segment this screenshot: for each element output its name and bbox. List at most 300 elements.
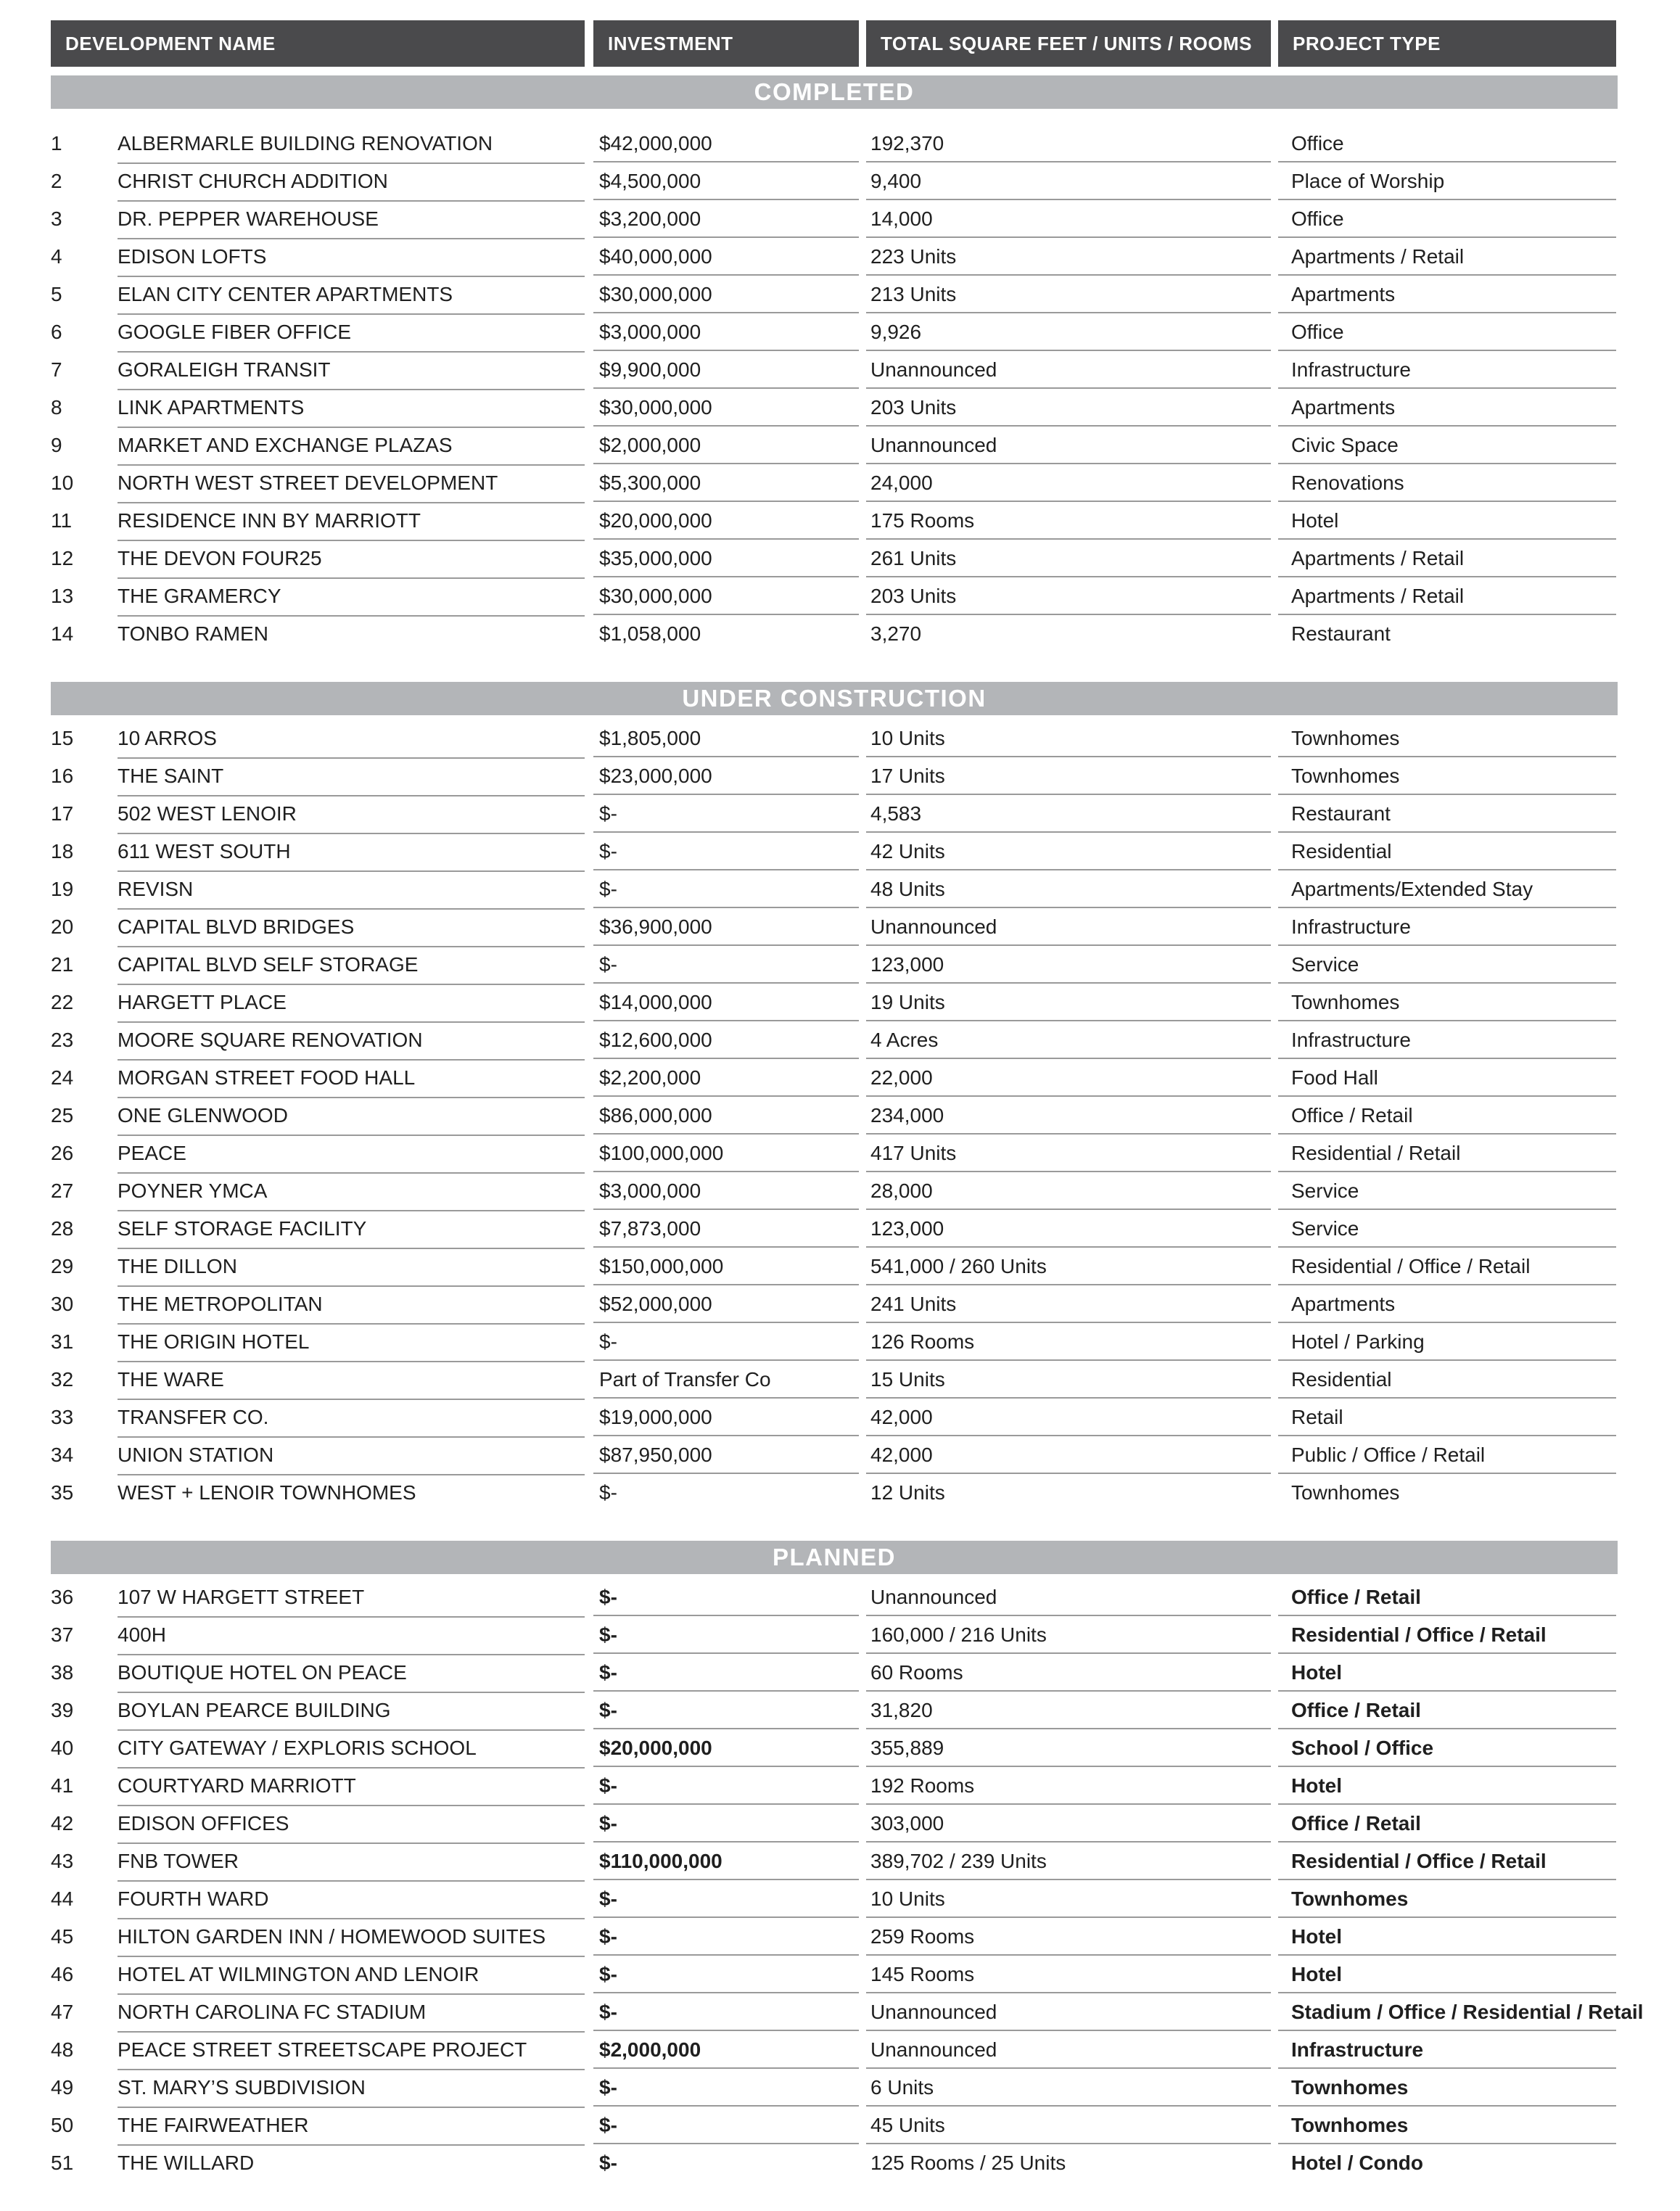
table-row — [51, 162, 1618, 200]
size-value: 19 Units — [866, 984, 1271, 1021]
investment-value: $150,000,000 — [593, 1248, 859, 1285]
investment-value: $- — [593, 1956, 859, 1993]
project-type: Residential / Retail — [1278, 1135, 1616, 1172]
investment-value: $- — [593, 870, 859, 908]
size-value: 6 Units — [866, 2069, 1271, 2107]
row-number: 23 — [51, 1029, 74, 1051]
table-row — [51, 833, 1618, 870]
project-type: Townhomes — [1278, 2069, 1616, 2107]
row-number: 22 — [51, 991, 74, 1013]
project-type: Townhomes — [1278, 720, 1616, 757]
table-row — [51, 2144, 1618, 2182]
development-name: THE DEVON FOUR25 — [118, 540, 585, 579]
table-row — [51, 1918, 1618, 1956]
row-number: 26 — [51, 1142, 74, 1164]
project-type: Office / Retail — [1278, 1805, 1616, 1842]
project-type: Apartments / Retail — [1278, 540, 1616, 577]
row-number: 33 — [51, 1406, 74, 1428]
project-type: Service — [1278, 1172, 1616, 1210]
development-name: HARGETT PLACE — [118, 984, 585, 1023]
table-row — [51, 1361, 1618, 1399]
project-type: Hotel — [1278, 1654, 1616, 1692]
row-number: 18 — [51, 840, 74, 862]
size-value: 28,000 — [866, 1172, 1271, 1210]
project-type: Renovations — [1278, 464, 1616, 502]
table-row — [51, 1135, 1618, 1172]
row-number: 37 — [51, 1623, 74, 1646]
development-name: MORGAN STREET FOOD HALL — [118, 1059, 585, 1098]
row-number: 27 — [51, 1179, 74, 1202]
project-type: Food Hall — [1278, 1059, 1616, 1097]
size-value: 355,889 — [866, 1729, 1271, 1767]
size-value: 17 Units — [866, 757, 1271, 795]
investment-value: $1,805,000 — [593, 720, 859, 757]
size-value: Unannounced — [866, 1993, 1271, 2031]
table-row — [51, 276, 1618, 313]
size-value: 126 Rooms — [866, 1323, 1271, 1361]
investment-value: $42,000,000 — [593, 125, 859, 162]
size-value: 9,400 — [866, 162, 1271, 200]
project-type: Apartments — [1278, 389, 1616, 427]
size-value: 417 Units — [866, 1135, 1271, 1172]
row-number: 47 — [51, 2001, 74, 2023]
table-row — [51, 1993, 1644, 2031]
investment-value: $2,200,000 — [593, 1059, 859, 1097]
row-number: 41 — [51, 1774, 74, 1797]
investment-value: $5,300,000 — [593, 464, 859, 502]
investment-value: $52,000,000 — [593, 1285, 859, 1323]
investment-value: $- — [593, 1323, 859, 1361]
table-row — [51, 908, 1618, 946]
size-value: 192,370 — [866, 125, 1271, 162]
development-name: ELAN CITY CENTER APARTMENTS — [118, 276, 585, 315]
investment-value: $- — [593, 1767, 859, 1805]
development-name: SELF STORAGE FACILITY — [118, 1210, 585, 1249]
project-type: Residential — [1278, 833, 1616, 870]
development-name: 611 WEST SOUTH — [118, 833, 585, 872]
investment-value: $- — [599, 1481, 617, 1504]
size-value: 389,702 / 239 Units — [866, 1842, 1271, 1880]
section-title: PLANNED — [51, 1541, 1618, 1574]
development-name: 502 WEST LENOIR — [118, 795, 585, 834]
project-type: Service — [1278, 946, 1616, 984]
size-value: 125 Rooms / 25 Units — [870, 2152, 1066, 2174]
section-planned — [51, 1512, 1644, 2182]
size-value: Unannounced — [866, 1578, 1271, 1616]
size-value: 60 Rooms — [866, 1654, 1271, 1692]
section-spacer — [51, 67, 1618, 75]
table-row — [51, 1880, 1618, 1918]
development-name: PEACE STREET STREETSCAPE PROJECT — [118, 2031, 585, 2070]
project-type: Hotel — [1278, 1918, 1616, 1956]
project-type: Apartments — [1278, 276, 1616, 313]
size-value: 303,000 — [866, 1805, 1271, 1842]
row-number: 30 — [51, 1293, 74, 1315]
row-number: 8 — [51, 396, 62, 419]
table-row — [51, 1842, 1618, 1880]
development-name: THE METROPOLITAN — [118, 1285, 585, 1325]
size-value: 541,000 / 260 Units — [866, 1248, 1271, 1285]
size-value: 234,000 — [866, 1097, 1271, 1135]
table-row — [51, 502, 1618, 540]
project-type: Infrastructure — [1278, 1021, 1616, 1059]
size-value: 145 Rooms — [866, 1956, 1271, 1993]
table-row — [51, 870, 1618, 908]
development-name: MOORE SQUARE RENOVATION — [118, 1021, 585, 1061]
table-row — [51, 540, 1618, 577]
investment-value: $- — [599, 2152, 617, 2174]
development-name: THE SAINT — [118, 757, 585, 796]
project-type: Restaurant — [1291, 622, 1391, 645]
investment-value: $4,500,000 — [593, 162, 859, 200]
row-number: 19 — [51, 878, 74, 900]
table-row — [51, 1729, 1618, 1767]
size-value: 4 Acres — [866, 1021, 1271, 1059]
row-number: 43 — [51, 1850, 74, 1872]
investment-value: $1,058,000 — [599, 622, 701, 645]
row-number: 10 — [51, 472, 74, 494]
band-spacer — [51, 109, 1618, 125]
table-row — [51, 1578, 1618, 1616]
investment-value: $- — [593, 1578, 859, 1616]
development-name: COURTYARD MARRIOTT — [118, 1767, 585, 1806]
table-row — [51, 1956, 1618, 1993]
development-name: CHRIST CHURCH ADDITION — [118, 162, 585, 202]
size-value: 42,000 — [866, 1436, 1271, 1474]
development-name: THE DILLON — [118, 1248, 585, 1287]
row-number: 29 — [51, 1255, 74, 1277]
project-type: Townhomes — [1291, 1481, 1400, 1504]
development-name: WEST + LENOIR TOWNHOMES — [118, 1481, 416, 1504]
row-number: 21 — [51, 953, 74, 976]
project-type: Hotel — [1278, 1767, 1616, 1805]
investment-value: $20,000,000 — [593, 502, 859, 540]
project-type: Apartments — [1278, 1285, 1616, 1323]
project-type: Place of Worship — [1278, 162, 1616, 200]
row-number: 31 — [51, 1330, 74, 1353]
project-type: Hotel — [1278, 1956, 1616, 1993]
table-row — [51, 1172, 1618, 1210]
table-row — [51, 351, 1618, 389]
investment-value: $- — [593, 1616, 859, 1654]
row-number: 35 — [51, 1481, 74, 1504]
size-value: 48 Units — [866, 870, 1271, 908]
project-type: Stadium / Office / Residential / Retail — [1278, 1993, 1616, 2031]
project-type: Office / Retail — [1278, 1097, 1616, 1135]
table-row — [51, 313, 1618, 351]
size-value: 9,926 — [866, 313, 1271, 351]
section-title: UNDER CONSTRUCTION — [51, 682, 1618, 715]
development-name: ONE GLENWOOD — [118, 1097, 585, 1136]
header-development-name: DEVELOPMENT NAME — [51, 20, 585, 67]
table-row — [51, 464, 1618, 502]
investment-value: $- — [593, 2107, 859, 2144]
development-name: REVISN — [118, 870, 585, 910]
investment-value: $20,000,000 — [593, 1729, 859, 1767]
development-name: THE ORIGIN HOTEL — [118, 1323, 585, 1362]
size-value: 12 Units — [870, 1481, 945, 1504]
table-row — [51, 389, 1618, 427]
investment-value: $- — [593, 1692, 859, 1729]
table-row — [51, 238, 1618, 276]
development-name: EDISON OFFICES — [118, 1805, 585, 1844]
investment-value: $2,000,000 — [593, 2031, 859, 2069]
size-value: 10 Units — [866, 1880, 1271, 1918]
investment-value: $14,000,000 — [593, 984, 859, 1021]
table-row — [51, 1059, 1618, 1097]
size-value: 203 Units — [866, 389, 1271, 427]
row-number: 32 — [51, 1368, 74, 1391]
investment-value: $2,000,000 — [593, 427, 859, 464]
investment-value: $12,600,000 — [593, 1021, 859, 1059]
row-number: 39 — [51, 1699, 74, 1721]
investment-value: Part of Transfer Co — [593, 1361, 859, 1399]
row-number: 11 — [51, 509, 73, 532]
size-value: 241 Units — [866, 1285, 1271, 1323]
row-number: 9 — [51, 434, 62, 456]
project-type: Restaurant — [1278, 795, 1616, 833]
row-number: 38 — [51, 1661, 74, 1684]
project-type: Retail — [1278, 1399, 1616, 1436]
project-type: Residential / Office / Retail — [1278, 1616, 1616, 1654]
size-value: Unannounced — [866, 351, 1271, 389]
section-spacer — [51, 1512, 1618, 1541]
header-investment: INVESTMENT — [593, 20, 859, 67]
investment-value: $30,000,000 — [593, 577, 859, 615]
table-header — [51, 20, 1618, 67]
investment-value: $30,000,000 — [593, 276, 859, 313]
table-row — [51, 795, 1618, 833]
project-type: Infrastructure — [1278, 2031, 1616, 2069]
development-name: CITY GATEWAY / EXPLORIS SCHOOL — [118, 1729, 585, 1769]
row-number: 24 — [51, 1066, 74, 1089]
development-name: RESIDENCE INN BY MARRIOTT — [118, 502, 585, 541]
row-number: 25 — [51, 1104, 74, 1127]
table-row — [51, 200, 1618, 238]
size-value: 42,000 — [866, 1399, 1271, 1436]
development-name: NORTH WEST STREET DEVELOPMENT — [118, 464, 585, 503]
row-number: 14 — [51, 622, 74, 645]
investment-value: $3,000,000 — [593, 1172, 859, 1210]
investment-value: $- — [593, 1993, 859, 2031]
project-type: Hotel — [1278, 502, 1616, 540]
project-type: Apartments / Retail — [1278, 577, 1616, 615]
row-number: 45 — [51, 1925, 74, 1948]
row-number: 13 — [51, 585, 74, 607]
development-name: DR. PEPPER WAREHOUSE — [118, 200, 585, 239]
row-number: 15 — [51, 727, 74, 749]
project-type: Infrastructure — [1278, 908, 1616, 946]
size-value: 123,000 — [866, 1210, 1271, 1248]
size-value: 31,820 — [866, 1692, 1271, 1729]
table-row — [51, 125, 1618, 162]
row-number: 49 — [51, 2076, 74, 2099]
development-name: CAPITAL BLVD BRIDGES — [118, 908, 585, 947]
project-type: Office — [1278, 200, 1616, 238]
size-value: 259 Rooms — [866, 1918, 1271, 1956]
table-row — [51, 2107, 1618, 2144]
size-value: 22,000 — [866, 1059, 1271, 1097]
size-value: 45 Units — [866, 2107, 1271, 2144]
table-row — [51, 1248, 1618, 1285]
project-type: Apartments / Retail — [1278, 238, 1616, 276]
investment-value: $- — [593, 1880, 859, 1918]
development-name: POYNER YMCA — [118, 1172, 585, 1211]
development-name: EDISON LOFTS — [118, 238, 585, 277]
development-name: UNION STATION — [118, 1436, 585, 1475]
size-value: 203 Units — [866, 577, 1271, 615]
development-name: CAPITAL BLVD SELF STORAGE — [118, 946, 585, 985]
row-number: 28 — [51, 1217, 74, 1240]
section-under-construction — [51, 653, 1618, 1512]
investment-value: $30,000,000 — [593, 389, 859, 427]
row-number: 20 — [51, 915, 74, 938]
size-value: 3,270 — [870, 622, 922, 645]
size-value: 160,000 / 216 Units — [866, 1616, 1271, 1654]
table-row — [51, 1323, 1618, 1361]
investment-value: $23,000,000 — [593, 757, 859, 795]
investment-value: $35,000,000 — [593, 540, 859, 577]
development-name: ST. MARY’S SUBDIVISION — [118, 2069, 585, 2108]
size-value: Unannounced — [866, 427, 1271, 464]
investment-value: $87,950,000 — [593, 1436, 859, 1474]
development-name: HILTON GARDEN INN / HOMEWOOD SUITES — [118, 1918, 585, 1957]
header-project-type: PROJECT TYPE — [1278, 20, 1616, 67]
table-row — [51, 720, 1618, 757]
row-number: 50 — [51, 2114, 74, 2136]
project-type: Townhomes — [1278, 2107, 1616, 2144]
table-row — [51, 1767, 1618, 1805]
row-number: 36 — [51, 1586, 74, 1608]
development-name: NORTH CAROLINA FC STADIUM — [118, 1993, 585, 2033]
investment-value: $36,900,000 — [593, 908, 859, 946]
development-name: MARKET AND EXCHANGE PLAZAS — [118, 427, 585, 466]
project-type: Office / Retail — [1278, 1692, 1616, 1729]
row-number: 3 — [51, 207, 62, 230]
table-row — [51, 577, 1618, 615]
row-number: 16 — [51, 765, 74, 787]
size-value: Unannounced — [866, 908, 1271, 946]
size-value: 14,000 — [866, 200, 1271, 238]
size-value: 10 Units — [866, 720, 1271, 757]
investment-value: $7,873,000 — [593, 1210, 859, 1248]
investment-value: $9,900,000 — [593, 351, 859, 389]
table-row — [51, 2031, 1618, 2069]
investment-value: $19,000,000 — [593, 1399, 859, 1436]
development-name: FOURTH WARD — [118, 1880, 585, 1919]
row-number: 46 — [51, 1963, 74, 1985]
project-type: Infrastructure — [1278, 351, 1616, 389]
size-value: 15 Units — [866, 1361, 1271, 1399]
project-type: Residential / Office / Retail — [1278, 1842, 1616, 1880]
section-completed — [51, 67, 1618, 653]
size-value: 192 Rooms — [866, 1767, 1271, 1805]
table-row — [51, 2069, 1618, 2107]
row-number: 2 — [51, 170, 62, 192]
investment-value: $- — [593, 1918, 859, 1956]
project-type: Hotel / Parking — [1278, 1323, 1616, 1361]
development-name: BOUTIQUE HOTEL ON PEACE — [118, 1654, 585, 1693]
table-row — [51, 1654, 1618, 1692]
row-number: 5 — [51, 283, 62, 305]
development-name: FNB TOWER — [118, 1842, 585, 1882]
table-row — [51, 615, 1618, 653]
row-number: 1 — [51, 132, 62, 155]
row-number: 42 — [51, 1812, 74, 1835]
section-title: COMPLETED — [51, 75, 1618, 109]
row-number: 4 — [51, 245, 62, 268]
size-value: Unannounced — [866, 2031, 1271, 2069]
table-row — [51, 946, 1618, 984]
table-row — [51, 1399, 1618, 1436]
development-name: LINK APARTMENTS — [118, 389, 585, 428]
investment-value: $100,000,000 — [593, 1135, 859, 1172]
project-type: Civic Space — [1278, 427, 1616, 464]
investment-value: $3,000,000 — [593, 313, 859, 351]
investment-value: $110,000,000 — [593, 1842, 859, 1880]
section-spacer — [51, 653, 1618, 682]
investment-value: $- — [593, 946, 859, 984]
row-number: 34 — [51, 1444, 74, 1466]
row-number: 40 — [51, 1737, 74, 1759]
table-row — [51, 1021, 1618, 1059]
table-row — [51, 1097, 1618, 1135]
development-name: GOOGLE FIBER OFFICE — [118, 313, 585, 353]
table-row — [51, 1210, 1618, 1248]
size-value: 42 Units — [866, 833, 1271, 870]
investment-value: $- — [593, 795, 859, 833]
project-type: Townhomes — [1278, 1880, 1616, 1918]
investment-value: $- — [593, 1654, 859, 1692]
size-value: 24,000 — [866, 464, 1271, 502]
size-value: 123,000 — [866, 946, 1271, 984]
project-type: Office / Retail — [1278, 1578, 1616, 1616]
development-name: PEACE — [118, 1135, 585, 1174]
project-type: Residential / Office / Retail — [1278, 1248, 1616, 1285]
project-type: Hotel / Condo — [1291, 2152, 1423, 2174]
investment-value: $86,000,000 — [593, 1097, 859, 1135]
table-row — [51, 427, 1618, 464]
investment-value: $- — [593, 833, 859, 870]
table-row — [51, 984, 1618, 1021]
project-type: Apartments/Extended Stay — [1278, 870, 1616, 908]
row-number: 44 — [51, 1887, 74, 1910]
project-type: Office — [1278, 313, 1616, 351]
development-name: BOYLAN PEARCE BUILDING — [118, 1692, 585, 1731]
row-number: 7 — [51, 358, 62, 381]
size-value: 175 Rooms — [866, 502, 1271, 540]
development-name: TRANSFER CO. — [118, 1399, 585, 1438]
project-type: Townhomes — [1278, 984, 1616, 1021]
table-row — [51, 1436, 1618, 1474]
row-number: 17 — [51, 802, 74, 825]
table-row — [51, 1285, 1618, 1323]
table-row — [51, 1616, 1618, 1654]
table-row — [51, 1474, 1618, 1512]
row-number: 6 — [51, 321, 62, 343]
size-value: 261 Units — [866, 540, 1271, 577]
developments-table — [51, 20, 1644, 2182]
size-value: 223 Units — [866, 238, 1271, 276]
size-value: 213 Units — [866, 276, 1271, 313]
development-name: GORALEIGH TRANSIT — [118, 351, 585, 390]
development-name: THE FAIRWEATHER — [118, 2107, 585, 2146]
development-name: THE GRAMERCY — [118, 577, 585, 617]
development-name: THE WARE — [118, 1361, 585, 1400]
project-type: Service — [1278, 1210, 1616, 1248]
development-name: THE WILLARD — [118, 2152, 255, 2174]
project-type: Townhomes — [1278, 757, 1616, 795]
